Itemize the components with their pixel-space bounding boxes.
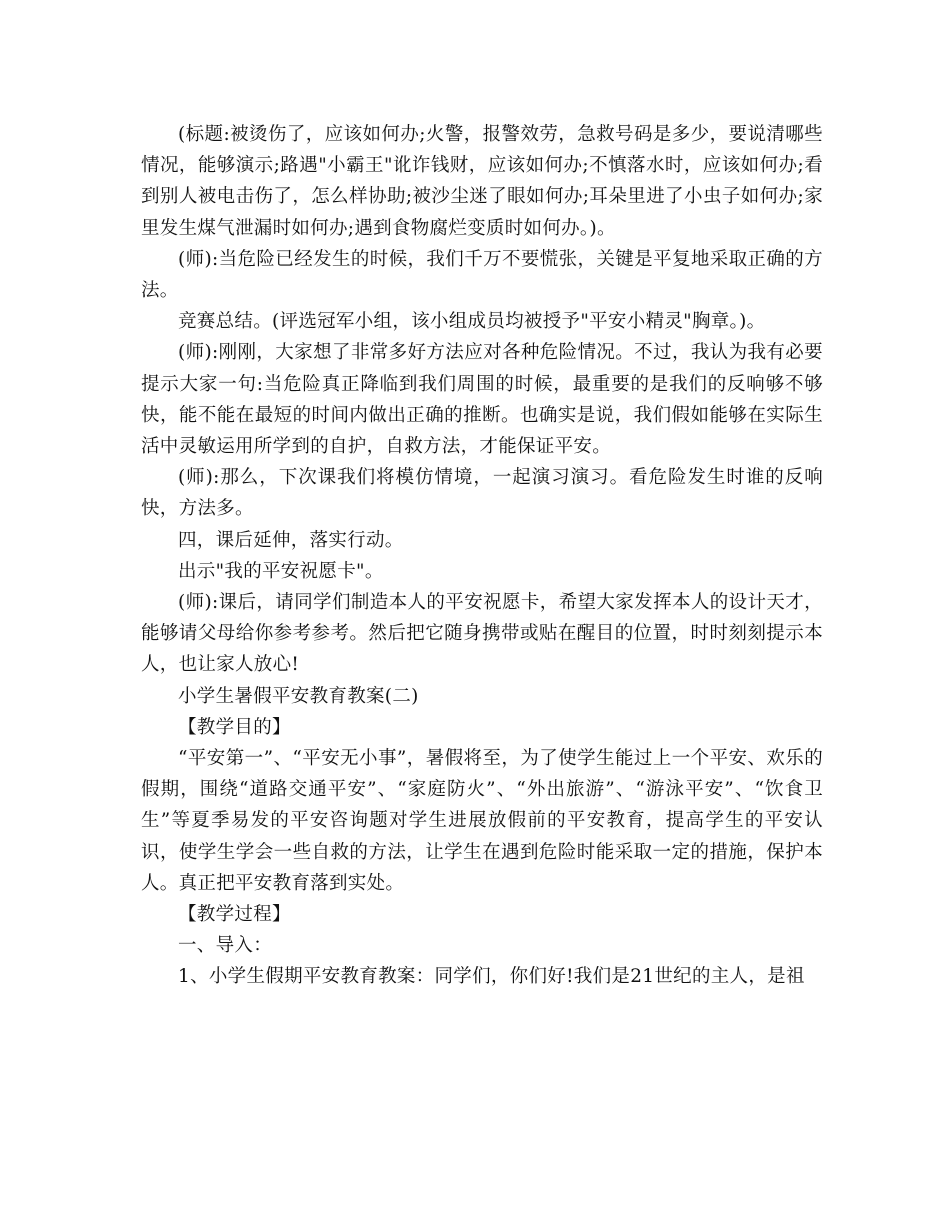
paragraph-teacher-calm: (师):当危险已经发生的时候，我们千万不要慌张，关键是平复地采取正确的方法。 bbox=[141, 248, 823, 302]
paragraph-teacher-reminder: (师):刚刚，大家想了非常多好方法应对各种危险情况。不过，我认为我有必要提示大家一句:当危险真正降临到我们周围的时候，最重要的是我们的反响够不够快，能不能在最短的时间内做出正确的推断。也确实是说，我们假如能够在实际生活中灵敏运用所学到的自护，自救方法，才能保证平安。 bbox=[141, 342, 823, 458]
paragraph-section-four: 四，课后延伸，落实行动。 bbox=[178, 529, 404, 551]
paragraph-heading-list: (标题:被烫伤了，应该如何办;火警，报警效劳，急救号码是多少，要说清哪些情况，能够演示;路遇"小霸王"讹诈钱财，应该如何办;不慎落水时，应该如何办;看到别人被电击伤了，怎么样协助;被沙尘迷了眼如何办;耳朵里进了小虫子如何办;家里发生煤气泄漏时如何办;遇到食物腐烂变质时如何办。)。 bbox=[141, 124, 823, 239]
paragraph-teaching-goal-heading: 【教学目的】 bbox=[178, 716, 291, 738]
paragraph-lesson-plan-title: 小学生暑假平安教育教案(二) bbox=[178, 685, 419, 707]
paragraph-intro-heading: 一、导入： bbox=[178, 935, 273, 957]
paragraph-teacher-after-class: (师):课后，请同学们制造本人的平安祝愿卡，希望大家发挥本人的设计天才，能够请父母给你参考参考。然后把它随身携带或贴在醒目的位置，时时刻刻提示本人，也让家人放心! bbox=[141, 592, 823, 676]
paragraph-teaching-goal-body: “平安第一”、“平安无小事”，暑假将至，为了使学生能过上一个平安、欢乐的假期，围绕“道路交通平安”、“家庭防火”、“外出旅游”、“游泳平安”、“饮食卫生”等夏季易发的平安咨询题对学生进展放假前的平安教育，提高学生的平安认识，使学生学会一些自救的方法，让学生在遇到危险时能采取一定的措施，保护本人。真正把平安教育落到实处。 bbox=[141, 748, 823, 894]
paragraph-intro-item-one: 1、小学生假期平安教育教案：同学们，你们好!我们是21世纪的主人，是祖 bbox=[178, 966, 805, 988]
paragraph-contest-summary: 竞赛总结。(评选冠军小组，该小组成员均被授予"平安小精灵"胸章。)。 bbox=[178, 311, 766, 333]
document-page bbox=[141, 119, 823, 993]
paragraph-teacher-next-class: (师):那么，下次课我们将模仿情境，一起演习演习。看危险发生时谁的反响快，方法多。 bbox=[141, 467, 823, 520]
paragraph-teaching-process-heading: 【教学过程】 bbox=[178, 904, 291, 926]
paragraph-show-card: 出示"我的平安祝愿卡"。 bbox=[178, 560, 384, 582]
